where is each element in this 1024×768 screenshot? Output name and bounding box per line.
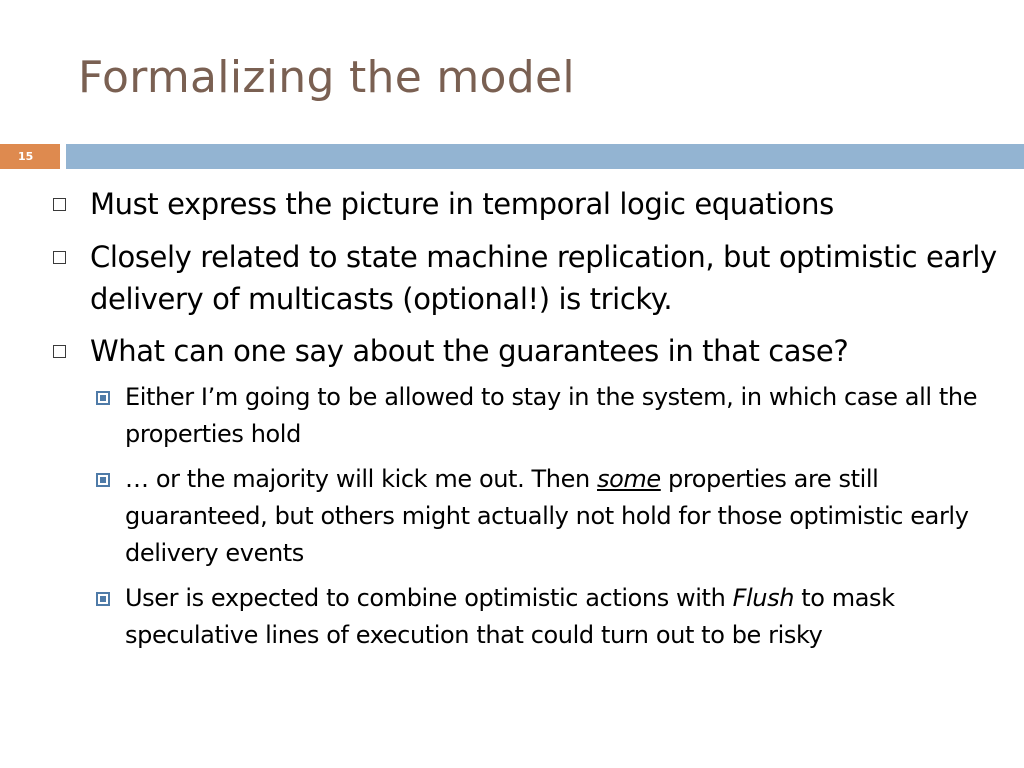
sub-bullet-item <box>125 461 1005 572</box>
bullet-item <box>90 183 1000 225</box>
header-bar <box>66 144 1024 169</box>
sub-bullet-text-after: to mask speculative lines of execution that could turn out to be risky <box>125 584 895 649</box>
sub-bullet-item <box>125 379 1005 453</box>
sub-bullet-item <box>125 580 1005 654</box>
sub-bullet-text-before: User is expected to combine optimistic actions with <box>125 584 733 612</box>
slide-number: 15 <box>0 144 60 169</box>
bullet-item <box>90 236 1000 320</box>
sub-bullet-emphasis: some <box>597 465 661 493</box>
sub-bullet-text-after: properties are still guaranteed, but others might actually not hold for those optimistic early delivery events <box>125 465 969 567</box>
bullet-item <box>90 330 1000 372</box>
sub-bullet-emphasis: Flush <box>732 584 795 612</box>
filled-square-bullet-icon <box>96 391 110 405</box>
filled-square-bullet-icon <box>96 592 110 606</box>
slide-title: Formalizing the model <box>78 52 575 103</box>
sub-bullet-text: Either I’m going to be allowed to stay in the system, in which case all the properties hold <box>125 383 978 448</box>
sub-bullet-text-before: … or the majority will kick me out. Then <box>125 465 598 493</box>
hollow-square-bullet-icon <box>53 345 66 358</box>
filled-square-bullet-icon <box>96 473 110 487</box>
bullet-text: What can one say about the guarantees in that case? <box>90 334 849 368</box>
bullet-text: Must express the picture in temporal logic equations <box>90 187 834 221</box>
bullet-text: Closely related to state machine replication, but optimistic early delivery of multicasts (optional!) is tricky. <box>90 240 997 316</box>
hollow-square-bullet-icon <box>53 198 66 211</box>
hollow-square-bullet-icon <box>53 251 66 264</box>
